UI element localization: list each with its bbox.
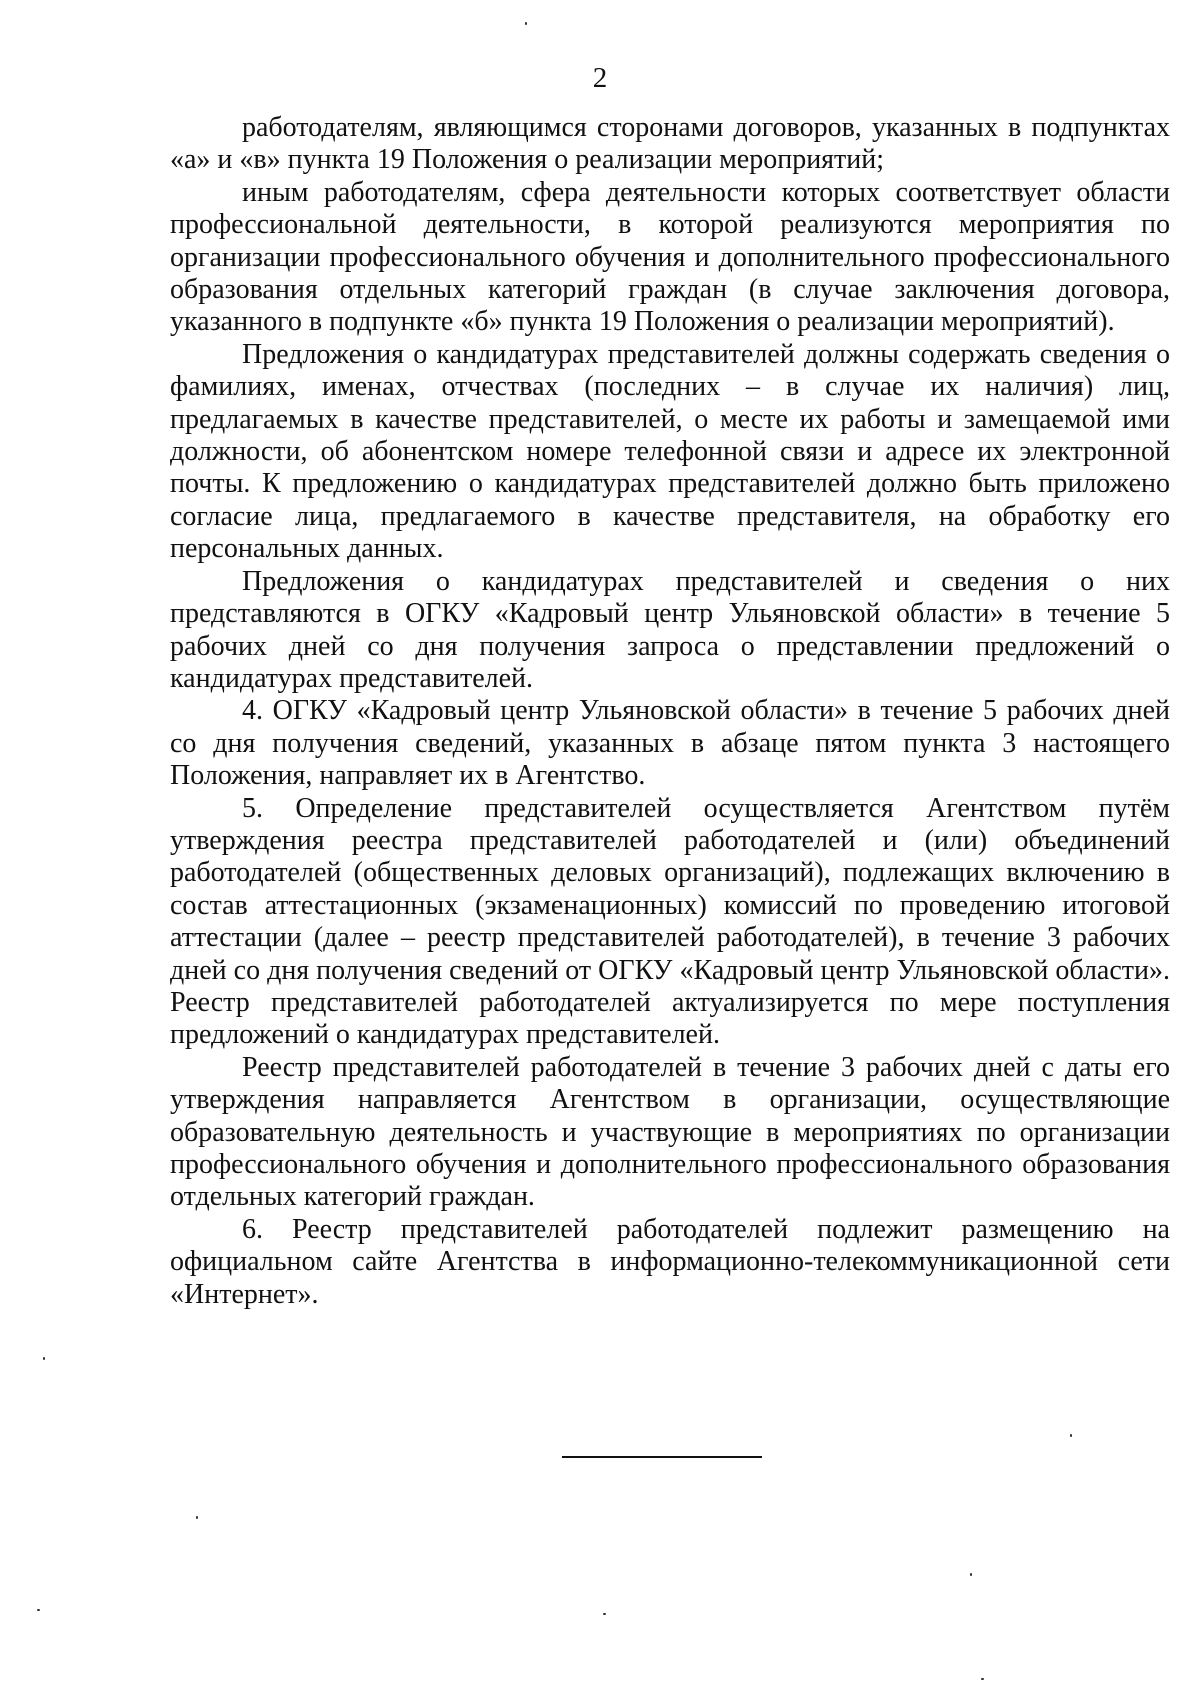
scan-speck xyxy=(196,1516,198,1519)
page-number: 2 xyxy=(592,62,608,94)
scan-speck xyxy=(981,1678,984,1680)
scan-speck xyxy=(970,1573,972,1576)
paragraph-candidate-proposals-deadline: Предложения о кандидатурах представителей и сведения о них представляются в ОГКУ «Кадровый центр Ульяновской области» в течение 5 рабочих дней со дня получения запроса о представлении предложений о кандидатурах представителей. xyxy=(170,565,1170,694)
paragraph-employers-parties: работодателям, являющимся сторонами договоров, указанных в подпунктах «а» и «в» пункта 19 Положения о реализации мероприятий; xyxy=(170,112,1170,176)
paragraph-other-employers: иным работодателям, сфера деятельности которых соответствует области профессиональной деятельности, в которой реализуются мероприятия по организации профессионального обучения и дополнительного профессионального образования отдельных категорий граждан (в случае заключения договора, указанного в подпункте «б» пункта 19 Положения о реализации мероприятий). xyxy=(170,176,1170,338)
scan-speck xyxy=(603,1613,606,1615)
scan-speck xyxy=(37,1609,40,1611)
paragraph-registry-distribution: Реестр представителей работодателей в течение 3 рабочих дней с даты его утверждения направляется Агентством в организации, осуществляющие образовательную деятельность и участвующие в мероприятиях по организации профессионального обучения и дополнительного профессионального образования отдельных категорий граждан. xyxy=(170,1051,1170,1213)
paragraph-clause-5: 5. Определение представителей осуществляется Агентством путём утверждения реестра представителей работодателей и (или) объединений работодателей (общественных деловых организаций), подлежащих включению в состав аттестационных (экзаменационных) комиссий по проведению итоговой аттестации (далее – реестр представителей работодателей), в течение 3 рабочих дней со дня получения сведений от ОГКУ «Кадровый центр Ульяновской области». Реестр представителей работодателей актуализируется по мере поступления предложений о кандидатурах представителей. xyxy=(170,792,1171,1051)
scan-speck xyxy=(43,1357,45,1360)
paragraph-clause-6: 6. Реестр представителей работодателей подлежит размещению на официальном сайте Агентства в информационно-телекоммуникационной сети «Интернет». xyxy=(170,1213,1170,1310)
document-body xyxy=(170,112,1170,1311)
paragraph-clause-4: 4. ОГКУ «Кадровый центр Ульяновской области» в течение 5 рабочих дней со дня получения сведений, указанных в абзаце пятом пункта 3 настоящего Положения, направляет их в Агентство. xyxy=(170,695,1170,792)
scan-speck xyxy=(1070,1434,1072,1437)
end-of-document-rule xyxy=(562,1456,762,1458)
paragraph-candidate-proposals-content: Предложения о кандидатурах представителей должны содержать сведения о фамилиях, именах, отчествах (последних – в случае их наличия) лиц, предлагаемых в качестве представителей, о месте их работы и замещаемой ими должности, об абонентском номере телефонной связи и адресе их электронной почты. К предложению о кандидатурах представителей должно быть приложено согласие лица, предлагаемого в качестве представителя, на обработку его персональных данных. xyxy=(170,338,1170,565)
scan-speck xyxy=(525,22,527,25)
